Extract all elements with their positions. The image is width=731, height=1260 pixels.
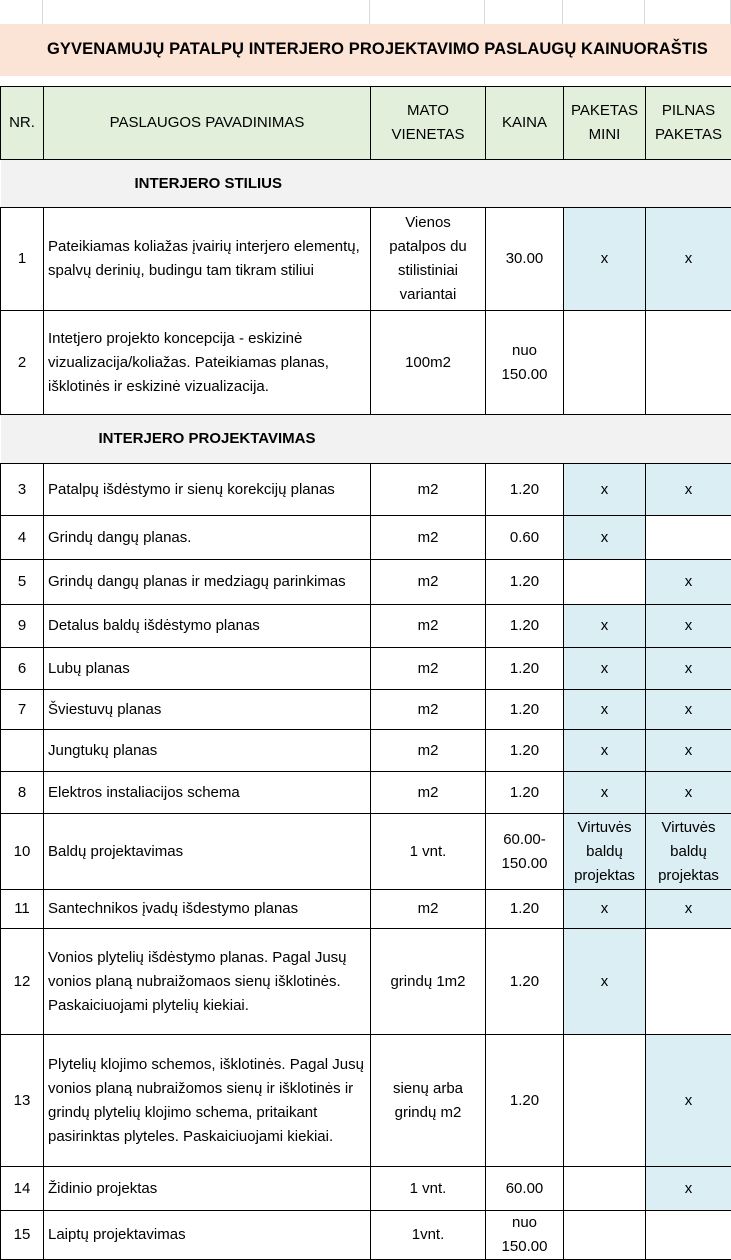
header-service-name: PASLAUGOS PAVADINIMAS (44, 87, 371, 160)
unit-of-measure: m2 (371, 890, 486, 929)
package-mini-mark (564, 1211, 646, 1260)
page-title: GYVENAMUJŲ PATALPŲ INTERJERO PROJEKTAVIMO PASLAUGŲ KAINUORAŠTIS (47, 40, 708, 59)
price: 60.00 (486, 1167, 564, 1211)
package-full-mark: x (646, 648, 731, 690)
package-full-mark (646, 1211, 731, 1260)
row-number: 10 (1, 814, 44, 890)
package-mini-mark: x (564, 772, 646, 814)
table-row (1, 890, 731, 929)
row-number: 2 (1, 311, 44, 415)
section-header-row (1, 160, 731, 208)
header-nr: NR. (1, 87, 44, 160)
package-full-mark: x (646, 208, 731, 311)
price: nuo 150.00 (486, 1211, 564, 1260)
package-mini-mark (564, 311, 646, 415)
price: 1.20 (486, 605, 564, 648)
package-mini-mark: x (564, 516, 646, 560)
price-list-title-banner (0, 24, 731, 76)
package-mini-mark (564, 560, 646, 605)
table-row (1, 1211, 731, 1260)
unit-of-measure: sienų arba grindų m2 (371, 1035, 486, 1167)
service-name: Grindų dangų planas ir medziagų parinkimas (44, 560, 371, 605)
service-name: Pateikiamas koliažas įvairių interjero elementų, spalvų derinių, budingu tam tikram stiliui (44, 208, 371, 311)
price: 1.20 (486, 730, 564, 772)
unit-of-measure: 1vnt. (371, 1211, 486, 1260)
package-full-mark (646, 929, 731, 1035)
package-mini-mark: x (564, 890, 646, 929)
unit-of-measure: m2 (371, 730, 486, 772)
package-full-mark: x (646, 772, 731, 814)
row-number: 4 (1, 516, 44, 560)
unit-of-measure: m2 (371, 605, 486, 648)
package-full-mark: x (646, 890, 731, 929)
price: 60.00-150.00 (486, 814, 564, 890)
service-name: Intetjero projekto koncepcija - eskizinė vizualizacija/koliažas. Pateikiamas planas, išklotinės ir eskizinė vizualizacija. (44, 311, 371, 415)
price-list-table (0, 86, 731, 1260)
price: 30.00 (486, 208, 564, 311)
table-row (1, 208, 731, 311)
package-mini-mark: x (564, 929, 646, 1035)
table-row (1, 560, 731, 605)
row-number: 8 (1, 772, 44, 814)
package-full-mark: x (646, 560, 731, 605)
row-number: 14 (1, 1167, 44, 1211)
service-name: Santechnikos įvadų išdestymo planas (44, 890, 371, 929)
row-number: 6 (1, 648, 44, 690)
package-full-mark (646, 516, 731, 560)
table-row (1, 1035, 731, 1167)
service-name: Vonios plytelių išdėstymo planas. Pagal Jusų vonios planą nubraižomaos sienų išklotinės. Paskaiciuojami plytelių kiekiai. (44, 929, 371, 1035)
header-unit: MATO VIENETAS (371, 87, 486, 160)
package-mini-mark (564, 1167, 646, 1211)
package-full-mark (646, 311, 731, 415)
unit-of-measure: m2 (371, 464, 486, 516)
unit-of-measure: grindų 1m2 (371, 929, 486, 1035)
row-number: 5 (1, 560, 44, 605)
service-name: Detalus baldų išdėstymo planas (44, 605, 371, 648)
table-row (1, 605, 731, 648)
unit-of-measure: m2 (371, 772, 486, 814)
row-number: 9 (1, 605, 44, 648)
row-number (1, 730, 44, 772)
table-row (1, 1167, 731, 1211)
package-full-mark: x (646, 1167, 731, 1211)
unit-of-measure: Vienos patalpos du stilistiniai variantai (371, 208, 486, 311)
header-price: KAINA (486, 87, 564, 160)
price: 1.20 (486, 772, 564, 814)
price: nuo 150.00 (486, 311, 564, 415)
package-full-mark: x (646, 730, 731, 772)
package-mini-mark: x (564, 605, 646, 648)
service-name: Grindų dangų planas. (44, 516, 371, 560)
package-mini-mark: x (564, 464, 646, 516)
section-title: INTERJERO STILIUS (1, 160, 731, 208)
unit-of-measure: m2 (371, 690, 486, 730)
table-row (1, 814, 731, 890)
row-number: 11 (1, 890, 44, 929)
row-number: 3 (1, 464, 44, 516)
package-mini-mark: x (564, 208, 646, 311)
package-full-mark: x (646, 690, 731, 730)
table-row (1, 690, 731, 730)
package-mini-mark (564, 1035, 646, 1167)
section-header-row (1, 415, 731, 464)
service-name: Plytelių klojimo schemos, išklotinės. Pagal Jusų vonios planą nubraižomos sienų ir išklotinės ir grindų plytelių klojimo schema, pritaikant pasirinktas plyteles. Paskaiciuojami kiekiai. (44, 1035, 371, 1167)
table-row (1, 311, 731, 415)
unit-of-measure: m2 (371, 516, 486, 560)
service-name: Laiptų projektavimas (44, 1211, 371, 1260)
package-mini-mark: Virtuvės baldų projektas (564, 814, 646, 890)
package-mini-mark: x (564, 730, 646, 772)
table-row (1, 730, 731, 772)
unit-of-measure: 100m2 (371, 311, 486, 415)
service-name: Baldų projektavimas (44, 814, 371, 890)
table-row (1, 464, 731, 516)
price: 1.20 (486, 648, 564, 690)
service-name: Patalpų išdėstymo ir sienų korekcijų planas (44, 464, 371, 516)
package-full-mark: x (646, 605, 731, 648)
table-row (1, 648, 731, 690)
table-row (1, 772, 731, 814)
service-name: Elektros instaliacijos schema (44, 772, 371, 814)
package-mini-mark: x (564, 690, 646, 730)
package-full-mark: x (646, 464, 731, 516)
table-row (1, 929, 731, 1035)
section-title: INTERJERO PROJEKTAVIMAS (1, 415, 731, 464)
row-number: 15 (1, 1211, 44, 1260)
table-header-row (1, 87, 731, 160)
unit-of-measure: m2 (371, 648, 486, 690)
row-number: 12 (1, 929, 44, 1035)
price: 1.20 (486, 1035, 564, 1167)
price: 1.20 (486, 560, 564, 605)
table-row (1, 516, 731, 560)
spreadsheet-top-gridlines (0, 0, 731, 24)
price: 1.20 (486, 890, 564, 929)
package-mini-mark: x (564, 648, 646, 690)
price: 1.20 (486, 690, 564, 730)
price: 1.20 (486, 929, 564, 1035)
service-name: Lubų planas (44, 648, 371, 690)
unit-of-measure: 1 vnt. (371, 814, 486, 890)
package-full-mark: x (646, 1035, 731, 1167)
header-package-mini: PAKETAS MINI (564, 87, 646, 160)
row-number: 1 (1, 208, 44, 311)
price: 1.20 (486, 464, 564, 516)
unit-of-measure: 1 vnt. (371, 1167, 486, 1211)
package-full-mark: Virtuvės baldų projektas (646, 814, 731, 890)
row-number: 7 (1, 690, 44, 730)
price: 0.60 (486, 516, 564, 560)
service-name: Židinio projektas (44, 1167, 371, 1211)
header-package-full: PILNAS PAKETAS (646, 87, 731, 160)
row-number: 13 (1, 1035, 44, 1167)
unit-of-measure: m2 (371, 560, 486, 605)
service-name: Šviestuvų planas (44, 690, 371, 730)
service-name: Jungtukų planas (44, 730, 371, 772)
